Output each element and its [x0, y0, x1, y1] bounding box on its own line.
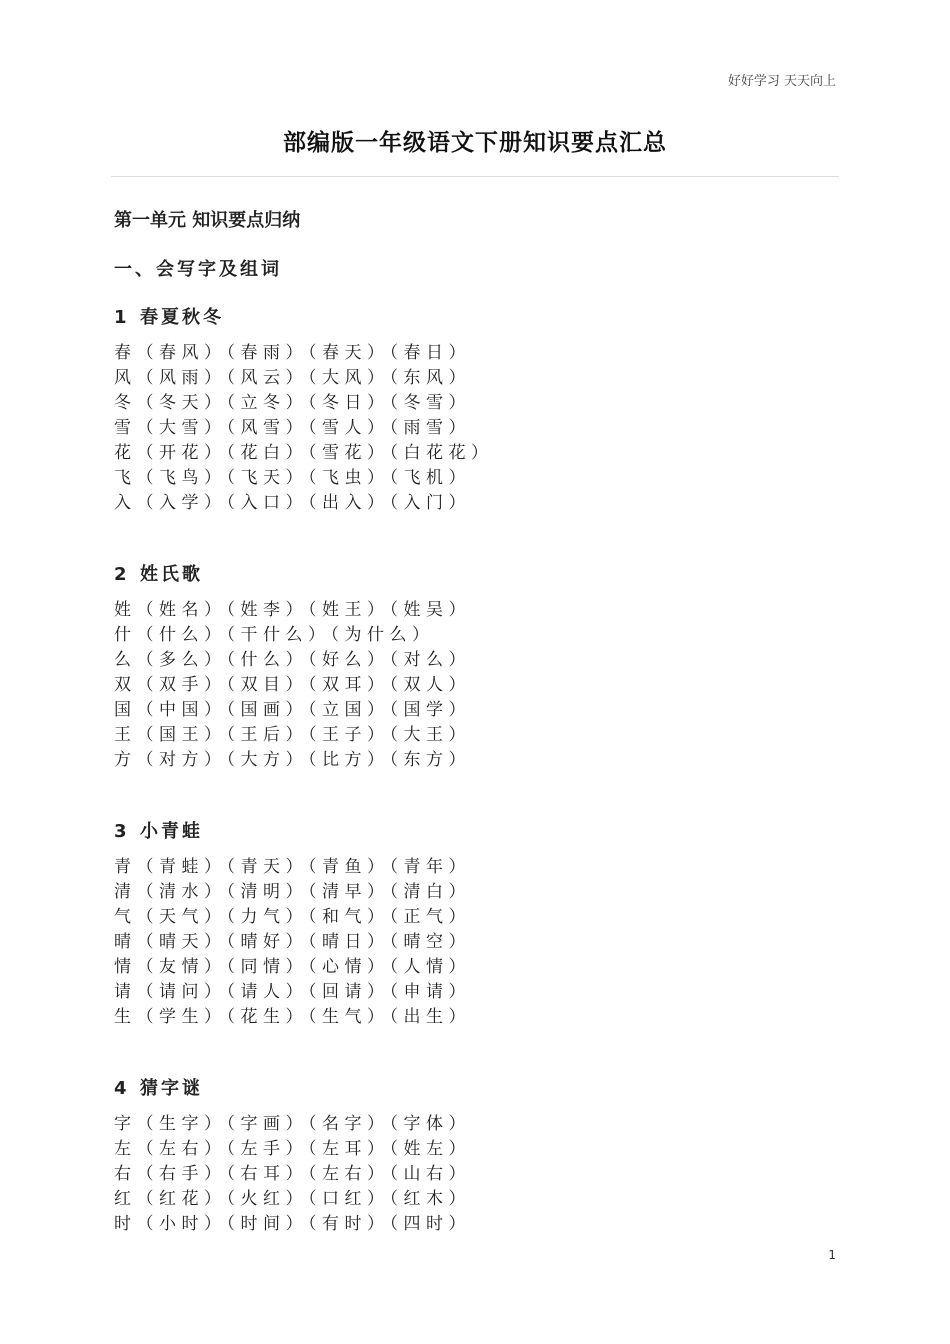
lesson-title: 姓氏歌 — [140, 564, 203, 585]
word-line: 飞（飞鸟）（飞天）（飞虫）（飞机） — [114, 468, 471, 488]
word-line: 气（天气）（力气）（和气）（正气） — [114, 907, 471, 927]
word-list — [114, 855, 854, 1030]
lesson-2 — [114, 560, 854, 773]
word-line: 王（国王）（王后）（王子）（大王） — [114, 725, 471, 745]
word-list — [114, 598, 854, 773]
word-line: 冬（冬天）（立冬）（冬日）（冬雪） — [114, 393, 471, 413]
word-line: 红（红花）（火红）（口红）（红木） — [114, 1189, 471, 1209]
word-line: 方（对方）（大方）（比方）（东方） — [114, 750, 471, 770]
word-line: 双（双手）（双目）（双耳）（双人） — [114, 675, 471, 695]
word-line: 春（春风）（春雨）（春天）（春日） — [114, 343, 471, 363]
page-number: 1 — [828, 1248, 836, 1262]
word-line: 生（学生）（花生）（生气）（出生） — [114, 1007, 471, 1027]
lesson-number: 1 — [114, 307, 127, 328]
lesson-title: 猜字谜 — [140, 1078, 203, 1099]
word-list — [114, 1112, 854, 1237]
lesson-number: 2 — [114, 564, 127, 585]
word-line: 入（入学）（入口）（出入）（入门） — [114, 493, 471, 513]
word-line: 晴（晴天）（晴好）（晴日）（晴空） — [114, 932, 471, 952]
word-line: 花（开花）（花白）（雪花）（白花花） — [114, 443, 494, 463]
word-line: 请（请问）（请人）（回请）（申请） — [114, 982, 471, 1002]
word-line: 风（风雨）（风云）（大风）（东风） — [114, 368, 471, 388]
unit-heading: 第一单元 知识要点归纳 — [114, 210, 301, 231]
word-line: 情（友情）（同情）（心情）（人情） — [114, 957, 471, 977]
lesson-heading — [114, 303, 854, 333]
section-heading: 一、会写字及组词 — [114, 259, 282, 280]
word-line: 姓（姓名）（姓李）（姓王）（姓吴） — [114, 600, 471, 620]
document-title: 部编版一年级语文下册知识要点汇总 — [283, 130, 667, 156]
lesson-title: 小青蛙 — [140, 821, 203, 842]
lesson-number: 3 — [114, 821, 127, 842]
lesson-1 — [114, 303, 854, 516]
lesson-heading — [114, 817, 854, 847]
word-list — [114, 341, 854, 516]
word-line: 什（什么）（干什么）（为什么） — [114, 625, 435, 645]
word-line: 字（生字）（字画）（名字）（字体） — [114, 1114, 471, 1134]
lesson-heading — [114, 1074, 854, 1104]
lesson-3 — [114, 817, 854, 1030]
document-body — [114, 206, 854, 1237]
title-divider — [111, 176, 839, 177]
lesson-number: 4 — [114, 1078, 127, 1099]
lesson-title: 春夏秋冬 — [140, 307, 224, 328]
word-line: 右（右手）（右耳）（左右）（山右） — [114, 1164, 471, 1184]
header-note: 好好学习 天天向上 — [727, 74, 836, 89]
word-line: 国（中国）（国画）（立国）（国学） — [114, 700, 471, 720]
word-line: 左（左右）（左手）（左耳）（姓左） — [114, 1139, 471, 1159]
lesson-4 — [114, 1074, 854, 1237]
lesson-heading — [114, 560, 854, 590]
word-line: 清（清水）（清明）（清早）（清白） — [114, 882, 471, 902]
word-line: 雪（大雪）（风雪）（雪人）（雨雪） — [114, 418, 471, 438]
word-line: 青（青蛙）（青天）（青鱼）（青年） — [114, 857, 471, 877]
word-line: 么（多么）（什么）（好么）（对么） — [114, 650, 471, 670]
word-line: 时（小时）（时间）（有时）（四时） — [114, 1214, 471, 1234]
